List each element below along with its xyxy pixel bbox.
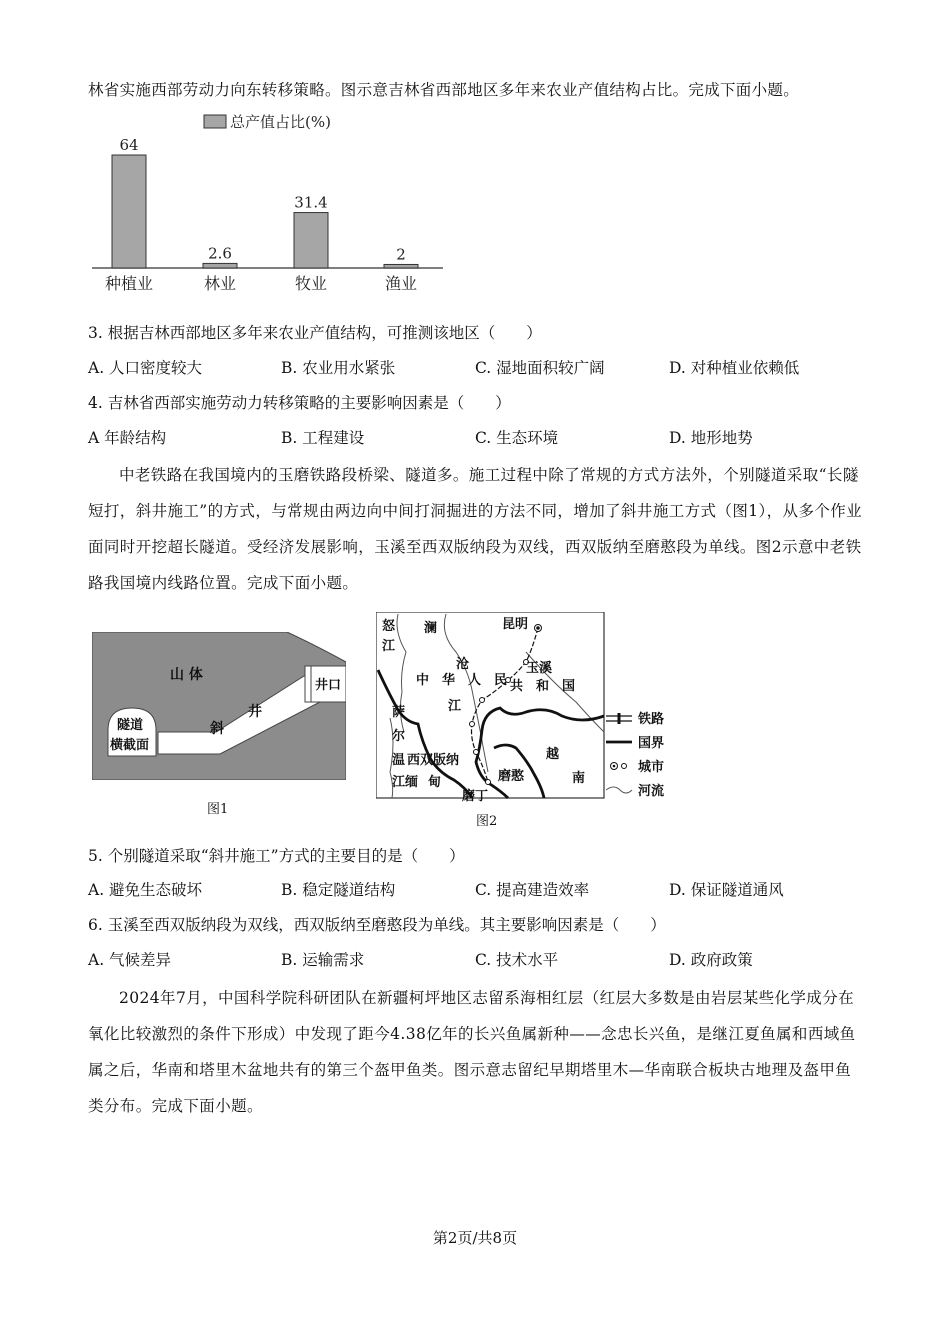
bar-3: [294, 213, 328, 268]
figure-1-tunnel: [92, 632, 346, 780]
q4-option-b[interactable]: B. 工程建设: [281, 429, 365, 447]
label-vietnam-1: 越: [546, 747, 560, 762]
legend-railway: 铁路: [638, 712, 665, 727]
label-sal-2: 尔: [392, 729, 406, 744]
label-sal-1: 萨: [392, 705, 406, 720]
label-mohan: 磨憨: [498, 769, 525, 784]
q5-stem: 5. 个别隧道采取“斜井施工”方式的主要目的是（ ）: [88, 847, 465, 865]
label-sal-3: 温: [392, 753, 406, 768]
legend-river: 河流: [638, 784, 665, 799]
category-label-4: 渔业: [384, 274, 418, 293]
passage-railway: 中老铁路在我国境内的玉磨铁路段桥梁、隧道多。施工过程中除了常规的方式方法外，个别隧道采取“长隧短打，斜井施工”的方式，与常规由两边向中间打洞掘进的方法不同，增加了斜井施工方式（图1），从多个作业面同时开挖超长隧道。受经济发展影响，玉溪至西双版纳段为双线，西双版纳至磨憨段为单线。图2示意中老铁路我国境内线路位置。完成下面小题。: [88, 466, 863, 592]
bar-value-label-2: 2.6: [208, 244, 232, 263]
figure-2-caption: 图2: [476, 814, 498, 829]
intro-line: 林省实施西部劳动力向东转移策略。图示意吉林省西部地区多年来农业产值结构占比。完成下面小题。: [88, 81, 800, 99]
q6-option-c[interactable]: C. 技术水平: [475, 951, 559, 969]
q5-option-d[interactable]: D. 保证隧道通风: [669, 881, 784, 899]
mountain-label: 山 体: [170, 667, 203, 683]
q3-option-c[interactable]: C. 湿地面积较广阔: [475, 359, 605, 377]
q6-option-d[interactable]: D. 政府政策: [669, 951, 753, 969]
label-nu-1: 怒: [382, 619, 396, 634]
tunnel-label-1: 隧道: [117, 718, 144, 733]
label-myanmar-2: 甸: [428, 775, 442, 790]
bar-2: [203, 263, 237, 268]
q4-option-d[interactable]: D. 地形地势: [669, 429, 753, 447]
label-xishuangbanna: 西双版纳: [407, 753, 460, 768]
label-lan-1: 澜: [424, 621, 438, 636]
page-footer: 第2页/共8页: [432, 1229, 518, 1247]
label-yuxi: 玉溪: [526, 661, 553, 676]
bar-value-label-1: 64: [119, 136, 139, 154]
q6-option-b[interactable]: B. 运输需求: [281, 951, 365, 969]
label-lan-2: 沧: [456, 657, 470, 672]
q4-option-a[interactable]: A 年龄结构: [88, 429, 167, 447]
q4-stem: 4. 吉林省西部实施劳动力转移策略的主要影响因素是（ ）: [88, 394, 511, 412]
label-lan-3: 江: [448, 699, 462, 714]
map-legend: [606, 711, 664, 799]
label-kunming: 昆明: [502, 617, 529, 632]
bar-chart: [85, 108, 455, 298]
label-myanmar-1: 江缅: [392, 775, 419, 790]
q3-stem: 3. 根据吉林西部地区多年来农业产值结构，可推测该地区（ ）: [88, 324, 542, 342]
q5-option-c[interactable]: C. 提高建造效率: [475, 881, 590, 899]
q5-option-b[interactable]: B. 稳定隧道结构: [281, 881, 396, 899]
legend-label: 总产值占比(%): [230, 113, 331, 131]
figure-1-caption: 图1: [207, 802, 229, 817]
q3-option-b[interactable]: B. 农业用水紧张: [281, 359, 396, 377]
q6-option-a[interactable]: A. 气候差异: [88, 951, 172, 969]
q3-option-a[interactable]: A. 人口密度较大: [88, 359, 203, 377]
label-vietnam-2: 南: [572, 771, 586, 786]
legend-city: 城市: [638, 760, 665, 775]
legend-border: 国界: [638, 736, 665, 751]
label-moding: 磨丁: [462, 789, 489, 802]
tunnel-label-2: 横截面: [110, 738, 150, 753]
bar-value-label-3: 31.4: [294, 193, 328, 212]
q3-option-d[interactable]: D. 对种植业依赖低: [669, 359, 800, 377]
bar-4: [384, 264, 418, 268]
q6-stem: 6. 玉溪至西双版纳段为双线，西双版纳至磨憨段为单线。其主要影响因素是（ ）: [88, 916, 666, 934]
label-china-2: 共 和 国: [510, 679, 576, 694]
category-label-2: 林业: [203, 274, 237, 293]
bar-1: [112, 155, 146, 268]
shaft-label-2: 井: [248, 704, 262, 720]
legend-swatch: [204, 115, 226, 128]
shaft-top-label: 井口: [315, 678, 342, 693]
label-china-1: 中 华 人 民: [416, 673, 508, 688]
q5-option-a[interactable]: A. 避免生态破坏: [88, 881, 203, 899]
label-nu-2: 江: [382, 639, 396, 654]
q4-option-c[interactable]: C. 生态环境: [475, 429, 559, 447]
figure-2-map: [376, 612, 676, 802]
shaft-label-1: 斜: [210, 721, 224, 737]
passage-fossil: 2024年7月，中国科学院科研团队在新疆柯坪地区志留系海相红层（红层大多数是由岩层某些化学成分在氧化比较激烈的条件下形成）中发现了距今4.38亿年的长兴鱼属新种——念忠长兴鱼，是继江夏鱼属和西域鱼属之后，华南和塔里木盆地共有的第三个盔甲鱼类。图示意志留纪早期塔里木—华南联合板块古地理及盔甲鱼类分布。完成下面小题。: [88, 989, 856, 1115]
category-label-3: 牧业: [294, 274, 328, 293]
bar-value-label-4: 2: [396, 245, 406, 264]
category-label-1: 种植业: [104, 274, 154, 293]
